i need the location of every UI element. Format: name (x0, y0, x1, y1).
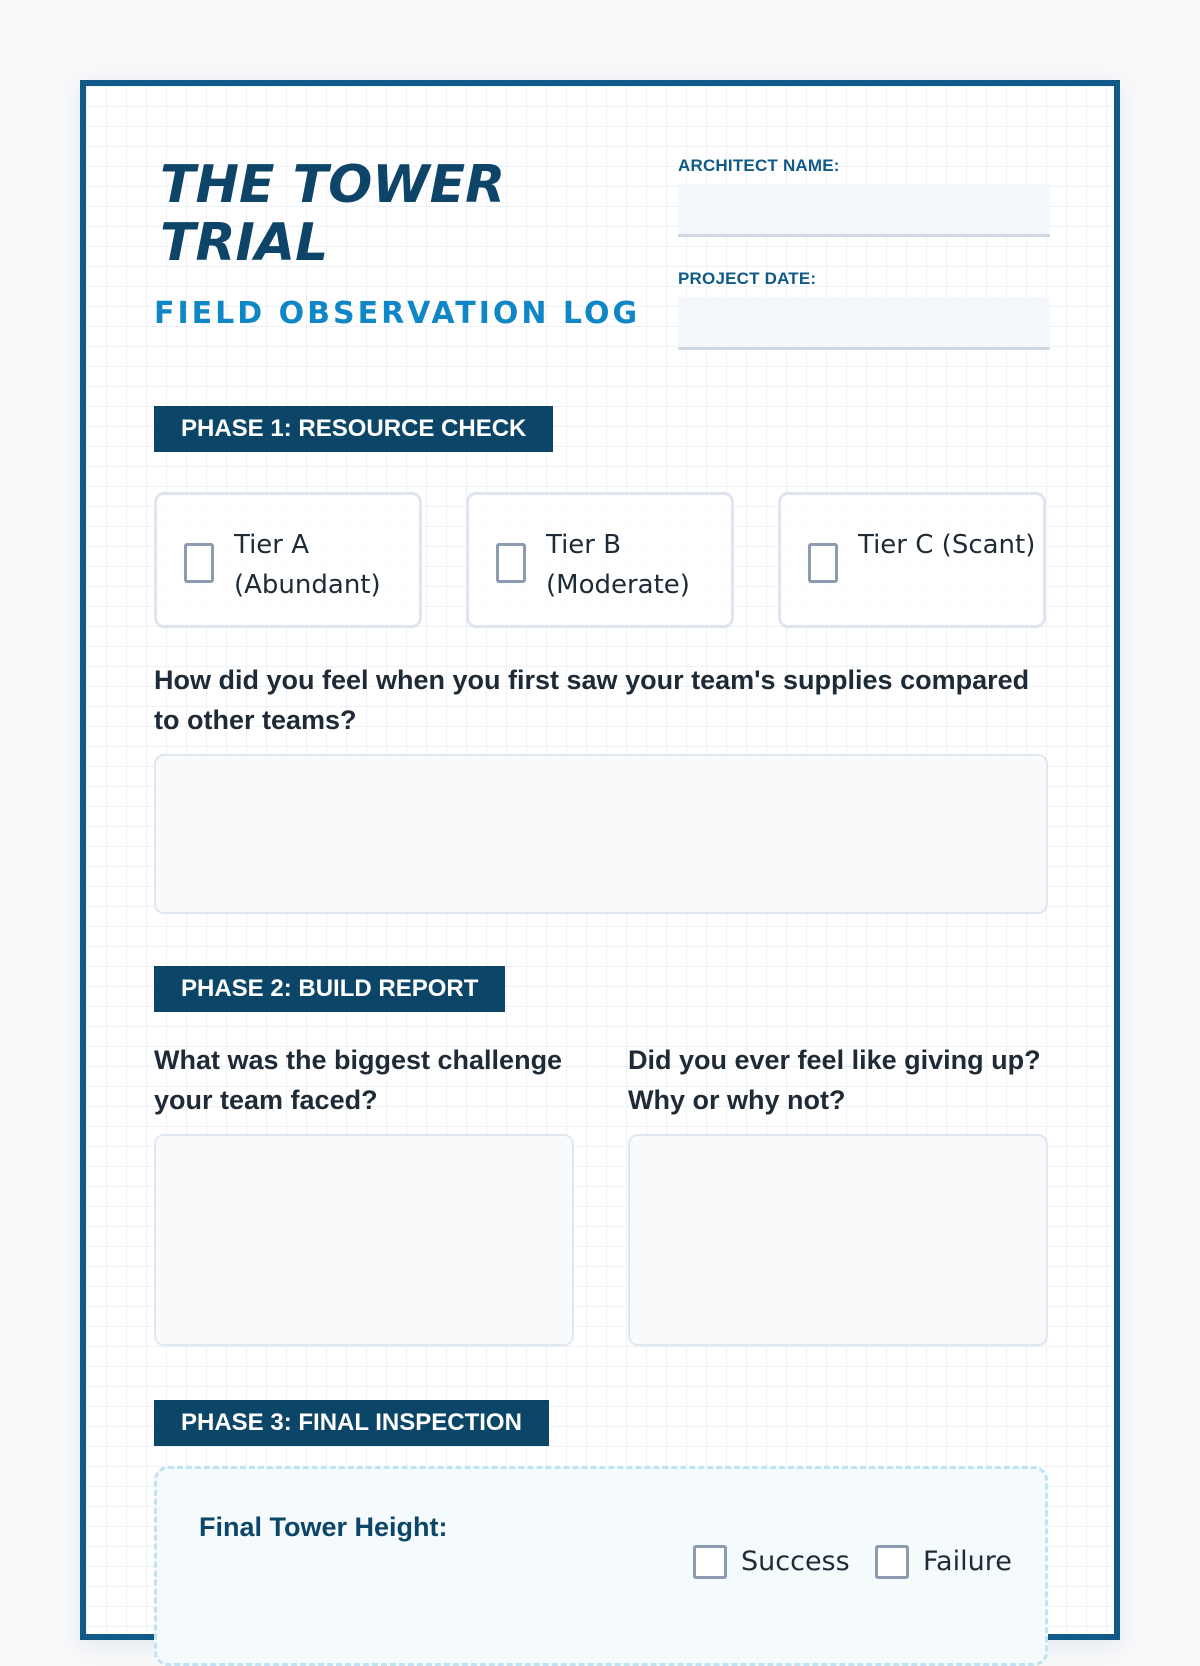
project-date-label: PROJECT DATE: (678, 269, 817, 288)
tier-b-checkbox[interactable] (496, 543, 526, 583)
tier-b-option[interactable] (466, 492, 734, 628)
observation-log-sheet (80, 80, 1120, 1640)
success-checkbox[interactable] (693, 1545, 727, 1579)
tier-a-label: Tier A (Abundant) (234, 530, 381, 600)
phase-3-heading: PHASE 3: FINAL INSPECTION (154, 1400, 549, 1446)
failure-checkbox[interactable] (875, 1545, 909, 1579)
tier-c-option[interactable] (778, 492, 1046, 628)
phase-1-heading: PHASE 1: RESOURCE CHECK (154, 406, 553, 452)
architect-name-field (678, 156, 1050, 237)
tier-b-label: Tier B (Moderate) (546, 530, 690, 600)
tier-a-option[interactable] (154, 492, 422, 628)
giving-up-question: Did you ever feel like giving up? Why or why not? (628, 1045, 1041, 1115)
architect-name-input[interactable] (678, 184, 1050, 237)
phase-1-question: How did you feel when you first saw your team's supplies compared to other teams? (154, 665, 1030, 735)
phase-2-heading: PHASE 2: BUILD REPORT (154, 966, 505, 1012)
failure-label: Failure (923, 1546, 1012, 1577)
giving-up-answer-box[interactable] (628, 1134, 1048, 1346)
project-date-field (678, 269, 1050, 350)
challenge-answer-box[interactable] (154, 1134, 574, 1346)
project-date-input[interactable] (678, 297, 1050, 350)
phase-1-answer-box[interactable] (154, 754, 1048, 914)
tier-c-label: Tier C (Scant) (858, 530, 1036, 560)
success-label: Success (741, 1546, 850, 1577)
tier-a-checkbox[interactable] (184, 543, 214, 583)
challenge-question: What was the biggest challenge your team faced? (154, 1045, 563, 1115)
tier-c-checkbox[interactable] (808, 543, 838, 583)
final-inspection-box (154, 1466, 1048, 1666)
architect-name-label: ARCHITECT NAME: (678, 156, 840, 175)
page-subtitle: FIELD OBSERVATION LOG (154, 296, 641, 331)
final-height-label: Final Tower Height: (199, 1512, 448, 1542)
page-title: THE TOWER TRIAL (160, 155, 506, 273)
